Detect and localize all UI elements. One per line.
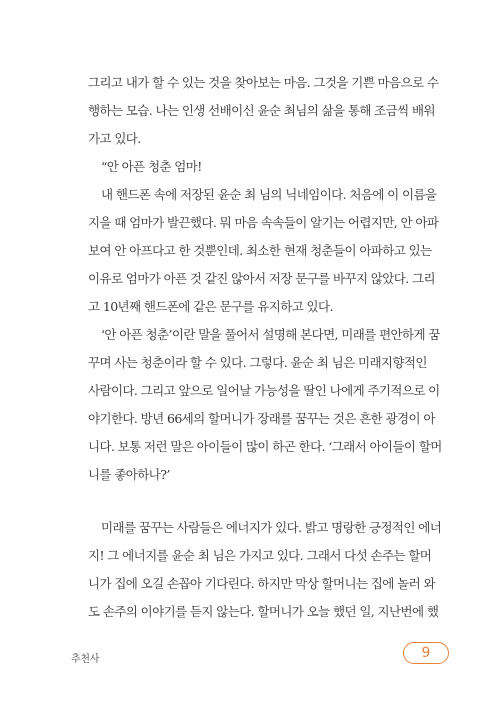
body-line: 이유로 엄마가 아픈 것 같진 않아서 저장 문구를 바꾸지 않았다. 그리 xyxy=(88,271,435,286)
body-line: 가고 있다. xyxy=(88,131,141,146)
body-line: 도 손주의 이야기를 듣지 않는다. 할머니가 오늘 했던 일, 지난번에 했 xyxy=(88,604,439,619)
body-line: “안 아픈 청춘 엄마! xyxy=(101,159,202,174)
page-number: 9 xyxy=(421,645,431,661)
body-line: 야기한다. 방년 66세의 할머니가 장래를 꿈꾸는 것은 흔한 광경이 아 xyxy=(88,411,435,426)
body-line: ‘안 아픈 청춘’이란 말을 풀어서 설명해 본다면, 미래를 편안하게 꿈 xyxy=(101,327,440,342)
body-line: 니를 좋아하나?’ xyxy=(88,467,170,482)
body-line: 미래를 꿈꾸는 사람들은 에너지가 있다. 밝고 명랑한 긍정적인 에너 xyxy=(101,520,442,535)
body-line: 사람이다. 그리고 앞으로 일어날 가능성을 딸인 나에게 주기적으로 이 xyxy=(88,383,440,398)
body-line: 니다. 보통 저런 말은 아이들이 많이 하곤 한다. ‘그래서 아이들이 할머 xyxy=(88,439,442,454)
body-line: 꾸며 사는 청춘이라 할 수 있다. 그렇다. 윤순 최 님은 미래지향적인 xyxy=(88,355,427,370)
body-line: 그리고 내가 할 수 있는 것을 찾아보는 마음. 그것을 기쁜 마음으로 수 xyxy=(88,75,439,90)
body-line: 지! 그 에너지를 윤순 최 님은 가지고 있다. 그래서 다섯 손주는 할머 xyxy=(88,548,432,563)
body-line: 지을 때 엄마가 발끈했다. 뭐 마음 속속들이 알기는 어렵지만, 안 아파 xyxy=(88,215,439,230)
body-line: 고 10년째 핸드폰에 같은 문구를 유지하고 있다. xyxy=(88,299,333,314)
body-line: 행하는 모습. 나는 인생 선배이신 윤순 최님의 삶을 통해 조금씩 배워 xyxy=(88,103,435,118)
body-line: 보여 안 아프다고 한 것뿐인데. 최소한 현재 청춘들이 아파하고 있는 xyxy=(88,243,432,258)
body-line: 내 핸드폰 속에 저장된 윤순 최 님의 닉네임이다. 처음에 이 이름을 xyxy=(101,187,437,202)
body-line: 니가 집에 오길 손꼽아 기다린다. 하지만 막상 할머니는 집에 놀러 와 xyxy=(88,576,435,591)
section-label: 추천사 xyxy=(71,654,100,665)
page-number-badge xyxy=(403,642,449,664)
